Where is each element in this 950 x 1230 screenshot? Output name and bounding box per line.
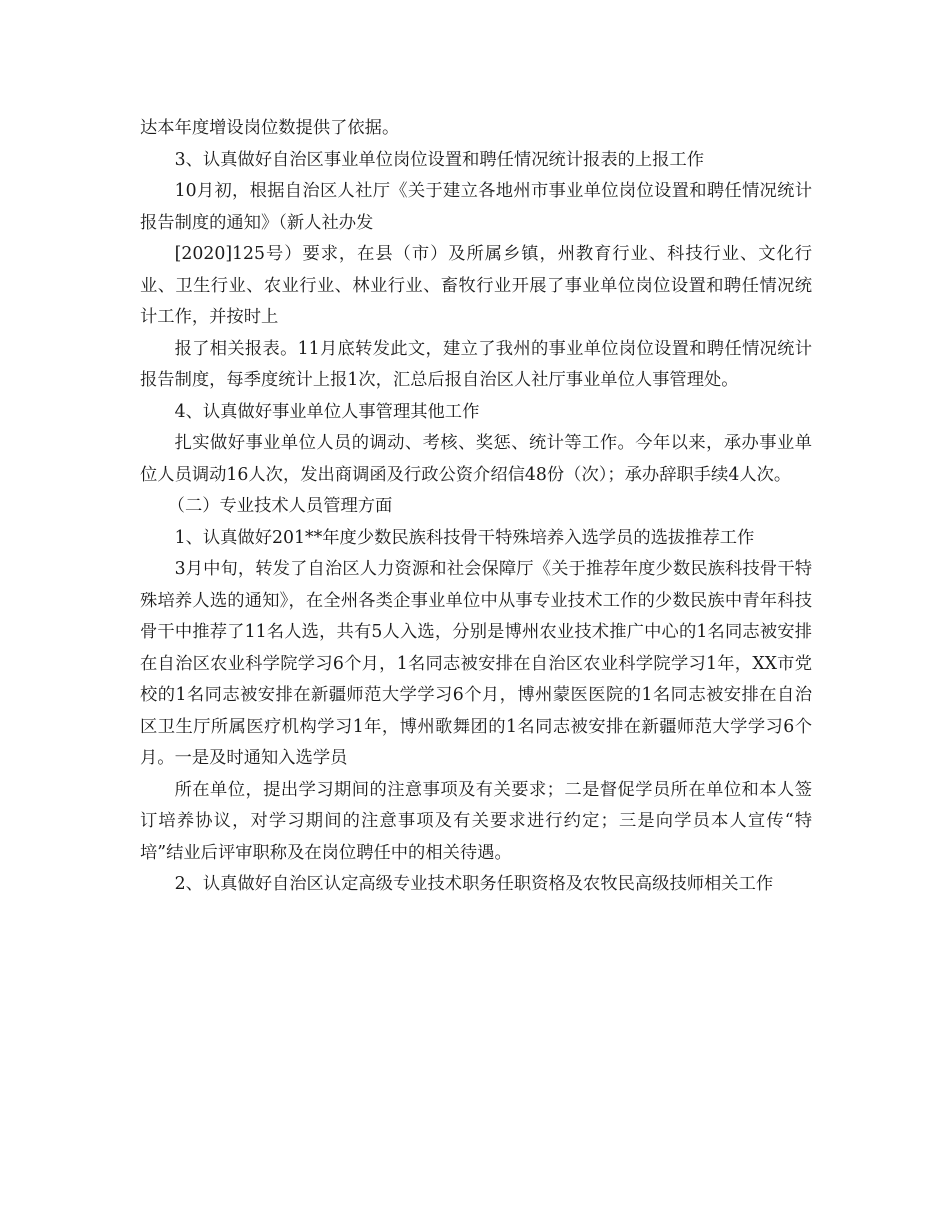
paragraph-document-number: [2020]125号）要求，在县（市）及所属乡镇，州教育行业、科技行业、文化行业、卫生行业、农业行业、林业行业、畜牧行业开展了事业单位岗位设置和聘任情况统计工作，并按时上 [140,244,812,327]
document-page [140,113,812,901]
paragraph-personnel-work: 扎实做好事业单位人员的调动、考核、奖惩、统计等工作。今年以来，承办事业单位人员调动16人次，发出商调函及行政公资介绍信48份（次）；承办辞职手续4人次。 [140,433,812,485]
section-heading-professional: （二）专业技术人员管理方面 [167,496,393,516]
paragraph-october-notice: 10月初，根据自治区人社厅《关于建立各地州市事业单位岗位设置和聘任情况统计报告制度的通知》（新人社办发 [140,181,812,233]
paragraph-report-system: 报了相关报表。11月底转发此文，建立了我州的事业单位岗位设置和聘任情况统计报告制度，每季度统计上报1次，汇总后报自治区人社厅事业单位人事管理处。 [140,338,812,390]
section-heading-1: 1、认真做好201**年度少数民族科技骨干特殊培养入选学员的选拔推荐工作 [174,527,755,548]
paragraph-march-recommendation: 3月中旬，转发了自治区人力资源和社会保障厅《关于推荐年度少数民族科技骨干特殊培养人选的通知》，在全州各类企事业单位中从事专业技术工作的少数民族中青年科技骨干中推荐了11名人选，共有5人入选，分别是博州农业技术推广中心的1名同志被安排在自治区农业科学院学习6个月，1名同志被安排在自治区农业科学院学习1年，XX市党校的1名同志被安排在新疆师范大学学习6个月，博州蒙医医院的1名同志被安排在自治区卫生厅所属医疗机构学习1年，博州歌舞团的1名同志被安排在新疆师范大学学习6个月。一是及时通知入选学员 [140,559,812,768]
section-heading-4: 4、认真做好事业单位人事管理其他工作 [174,401,480,422]
paragraph-trainee-units: 所在单位，提出学习期间的注意事项及有关要求；二是督促学员所在单位和本人签订培养协议，对学习期间的注意事项及有关要求进行约定；三是向学员本人宣传“特培”结业后评审职称及在岗位聘任中的相关待遇。 [140,779,812,863]
section-heading-3: 3、认真做好自治区事业单位岗位设置和聘任情况统计报表的上报工作 [174,149,705,170]
section-heading-2: 2、认真做好自治区认定高级专业技术职务任职资格及农牧民高级技师相关工作 [174,874,774,894]
paragraph-continuation: 达本年度增设岗位数提供了依据。 [140,118,400,138]
